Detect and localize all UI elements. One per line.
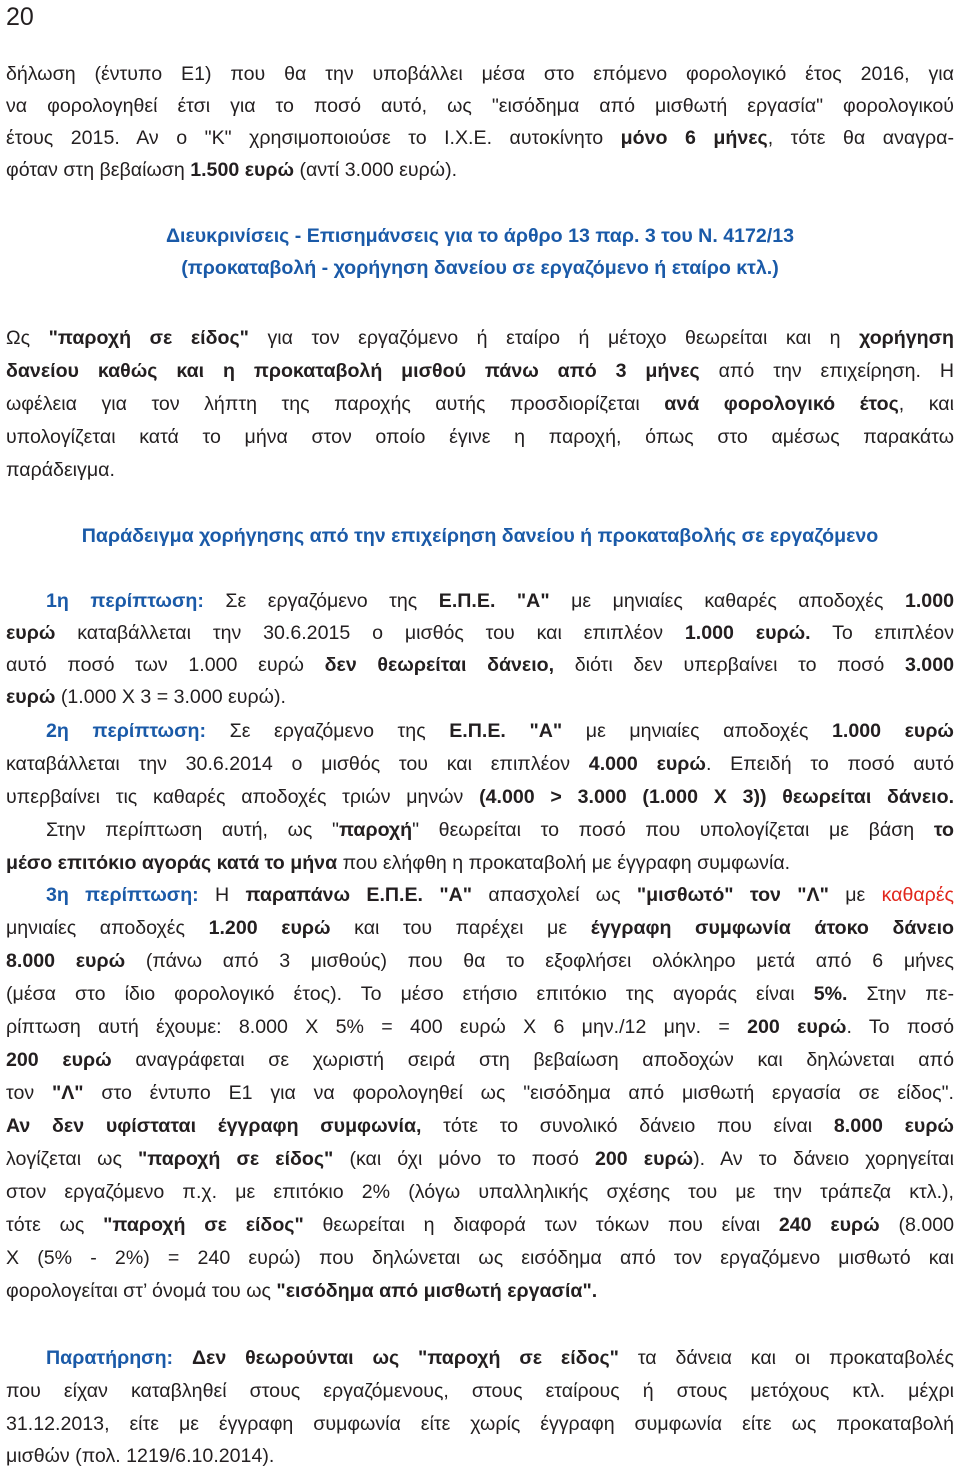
paragraph-line: Αν δεν υφίσταται έγγραφη συμφωνία, τότε το συνολικό δάνειο που είναι 8.000 ευρώ bbox=[6, 1115, 954, 1137]
page-number: 20 bbox=[6, 3, 34, 31]
paragraph-line: 8.000 ευρώ (πάνω από 3 μισθούς) που θα το εξοφλήσει ολόκληρο μετά από 6 μήνες bbox=[6, 950, 954, 972]
paragraph-line: υπολογίζεται κατά το μήνα στον οποίο έγινε η παροχή, όπως στο αμέσως παρακάτω bbox=[6, 426, 954, 448]
paragraph-line: έτους 2015. Αν ο "Κ" χρησιμοποιούσε το Ι.Χ.Ε. αυτοκίνητο μόνο 6 μήνες, τότε θα αναγρα- bbox=[6, 127, 954, 149]
paragraph-line: Ως "παροχή σε είδος" για τον εργαζόμενο ή εταίρο ή μέτοχο θεωρείται και η χορήγηση bbox=[6, 327, 954, 349]
paragraph-line: 200 ευρώ αναγράφεται σε χωριστή σειρά στη βεβαίωση αποδοχών και δηλώνεται από bbox=[6, 1049, 955, 1071]
paragraph-line: δανείου καθώς και η προκαταβολή μισθού πάνω από 3 μήνες από την επιχείρηση. Η bbox=[6, 360, 955, 382]
paragraph-line: παράδειγμα. bbox=[6, 459, 115, 481]
note-line: που είχαν καταβληθεί στους εργαζόμενους, στους εταίρους ή στους μετόχους κτλ. μέχρι bbox=[6, 1380, 954, 1402]
paragraph-line: στον εργαζόμενο π.χ. με επιτόκιο 2% (λόγω υπαλληλικής σχέσης του με την τράπεζα κτλ.), bbox=[6, 1181, 954, 1203]
paragraph-line: αυτό ποσό των 1.000 ευρώ δεν θεωρείται δάνειο, διότι δεν υπερβαίνει το ποσό 3.000 bbox=[6, 654, 954, 676]
paragraph-line: φορολογείται στ’ όνομά του ως "εισόδημα από μισθωτή εργασία". bbox=[6, 1280, 598, 1302]
paragraph-line: μηνιαίες αποδοχές 1.200 ευρώ και του παρέχει με έγγραφη συμφωνία άτοκο δάνειο bbox=[6, 917, 954, 939]
paragraph-line: τότε ως "παροχή σε είδος" θεωρείται η διαφορά των τόκων που είναι 240 ευρώ (8.000 bbox=[6, 1214, 955, 1236]
paragraph-line: Χ (5% - 2%) = 240 ευρώ) που δηλώνεται ως εισόδημα από τον εργαζόμενο μισθωτό και bbox=[6, 1247, 954, 1269]
paragraph-line: φόταν στη βεβαίωση 1.500 ευρώ (αντί 3.000 ευρώ). bbox=[6, 159, 458, 181]
paragraph-line: ευρώ καταβάλλεται την 30.6.2015 ο μισθός του και επιπλέον 1.000 ευρώ. Το επιπλέον bbox=[6, 622, 954, 644]
paragraph-line: μέσο επιτόκιο αγοράς κατά το μήνα που ελήφθη η προκαταβολή με έγγραφη συμφωνία. bbox=[6, 852, 791, 874]
paragraph-line: τον "Λ" στο έντυπο Ε1 για να φορολογηθεί ως "εισόδημα από μισθωτή εργασία σε είδος". bbox=[6, 1082, 954, 1104]
section-heading: Διευκρινίσεις - Επισημάνσεις για το άρθρο 13 παρ. 3 του Ν. 4172/13 bbox=[165, 225, 795, 247]
paragraph-line: (μέσα στο ίδιο φορολογικό έτος). Το μέσο ετήσιο επιτόκιο της αγοράς είναι 5%. Στην πε- bbox=[6, 983, 955, 1005]
highlighted-word: καθαρές bbox=[881, 884, 954, 906]
paragraph-line: ευρώ (1.000 Χ 3 = 3.000 ευρώ). bbox=[6, 686, 286, 708]
paragraph-line: 1η περίπτωση: Σε εργαζόμενο της Ε.Π.Ε. "Α" με μηνιαίες καθαρές αποδοχές 1.000 bbox=[46, 590, 955, 612]
paragraph-line: καταβάλλεται την 30.6.2014 ο μισθός του και επιπλέον 4.000 ευρώ. Επειδή το ποσό αυτό bbox=[6, 753, 954, 775]
paragraph-line: 2η περίπτωση: Σε εργαζόμενο της Ε.Π.Ε. "Α" με μηνιαίες αποδοχές 1.000 ευρώ bbox=[46, 720, 954, 742]
paragraph-line: ρίπτωση αυτή έχουμε: 8.000 Χ 5% = 400 ευρώ Χ 6 μην./12 μην. = 200 ευρώ. Το ποσό bbox=[6, 1016, 955, 1038]
paragraph-line: Στην περίπτωση αυτή, ως "παροχή" θεωρείται το ποσό που υπολογίζεται με βάση το bbox=[46, 819, 955, 841]
example-title: Παράδειγμα χορήγησης από την επιχείρηση δανείου ή προκαταβολής σε εργαζόμενο bbox=[81, 525, 879, 547]
note-line: 31.12.2013, είτε με έγγραφη συμφωνία είτε χωρίς έγγραφη συμφωνία είτε ως προκαταβολή bbox=[6, 1413, 954, 1435]
paragraph-line: ωφέλεια για τον λήπτη της παροχής αυτής προσδιορίζεται ανά φορολογικό έτος, και bbox=[6, 393, 954, 415]
paragraph-line: 3η περίπτωση: Η παραπάνω Ε.Π.Ε. "Α" απασχολεί ως "μισθωτό" τον "Λ" με καθαρές bbox=[46, 884, 954, 906]
paragraph-line: λογίζεται ως "παροχή σε είδος" (και όχι μόνο το ποσό 200 ευρώ). Αν το δάνειο χορηγείται bbox=[6, 1148, 954, 1170]
note-line: μισθών (πολ. 1219/6.10.2014). bbox=[6, 1445, 275, 1467]
paragraph-line: να φορολογηθεί έτσι για το ποσό αυτό, ως "εισόδημα από μισθωτή εργασία" φορολογικού bbox=[6, 95, 954, 117]
section-heading-subtitle: (προκαταβολή - χορήγηση δανείου σε εργαζόμενο ή εταίρο κτλ.) bbox=[181, 257, 779, 279]
paragraph-line: υπερβαίνει τις καθαρές αποδοχές τριών μηνών (4.000 > 3.000 (1.000 Χ 3)) θεωρείται δάνειο. bbox=[6, 786, 955, 808]
paragraph-line: δήλωση (έντυπο Ε1) που θα την υποβάλλει μέσα στο επόμενο φορολογικό έτος 2016, για bbox=[6, 63, 954, 85]
note-line: Παρατήρηση: Δεν θεωρούνται ως "παροχή σε είδος" τα δάνεια και οι προκαταβολές bbox=[46, 1347, 954, 1369]
